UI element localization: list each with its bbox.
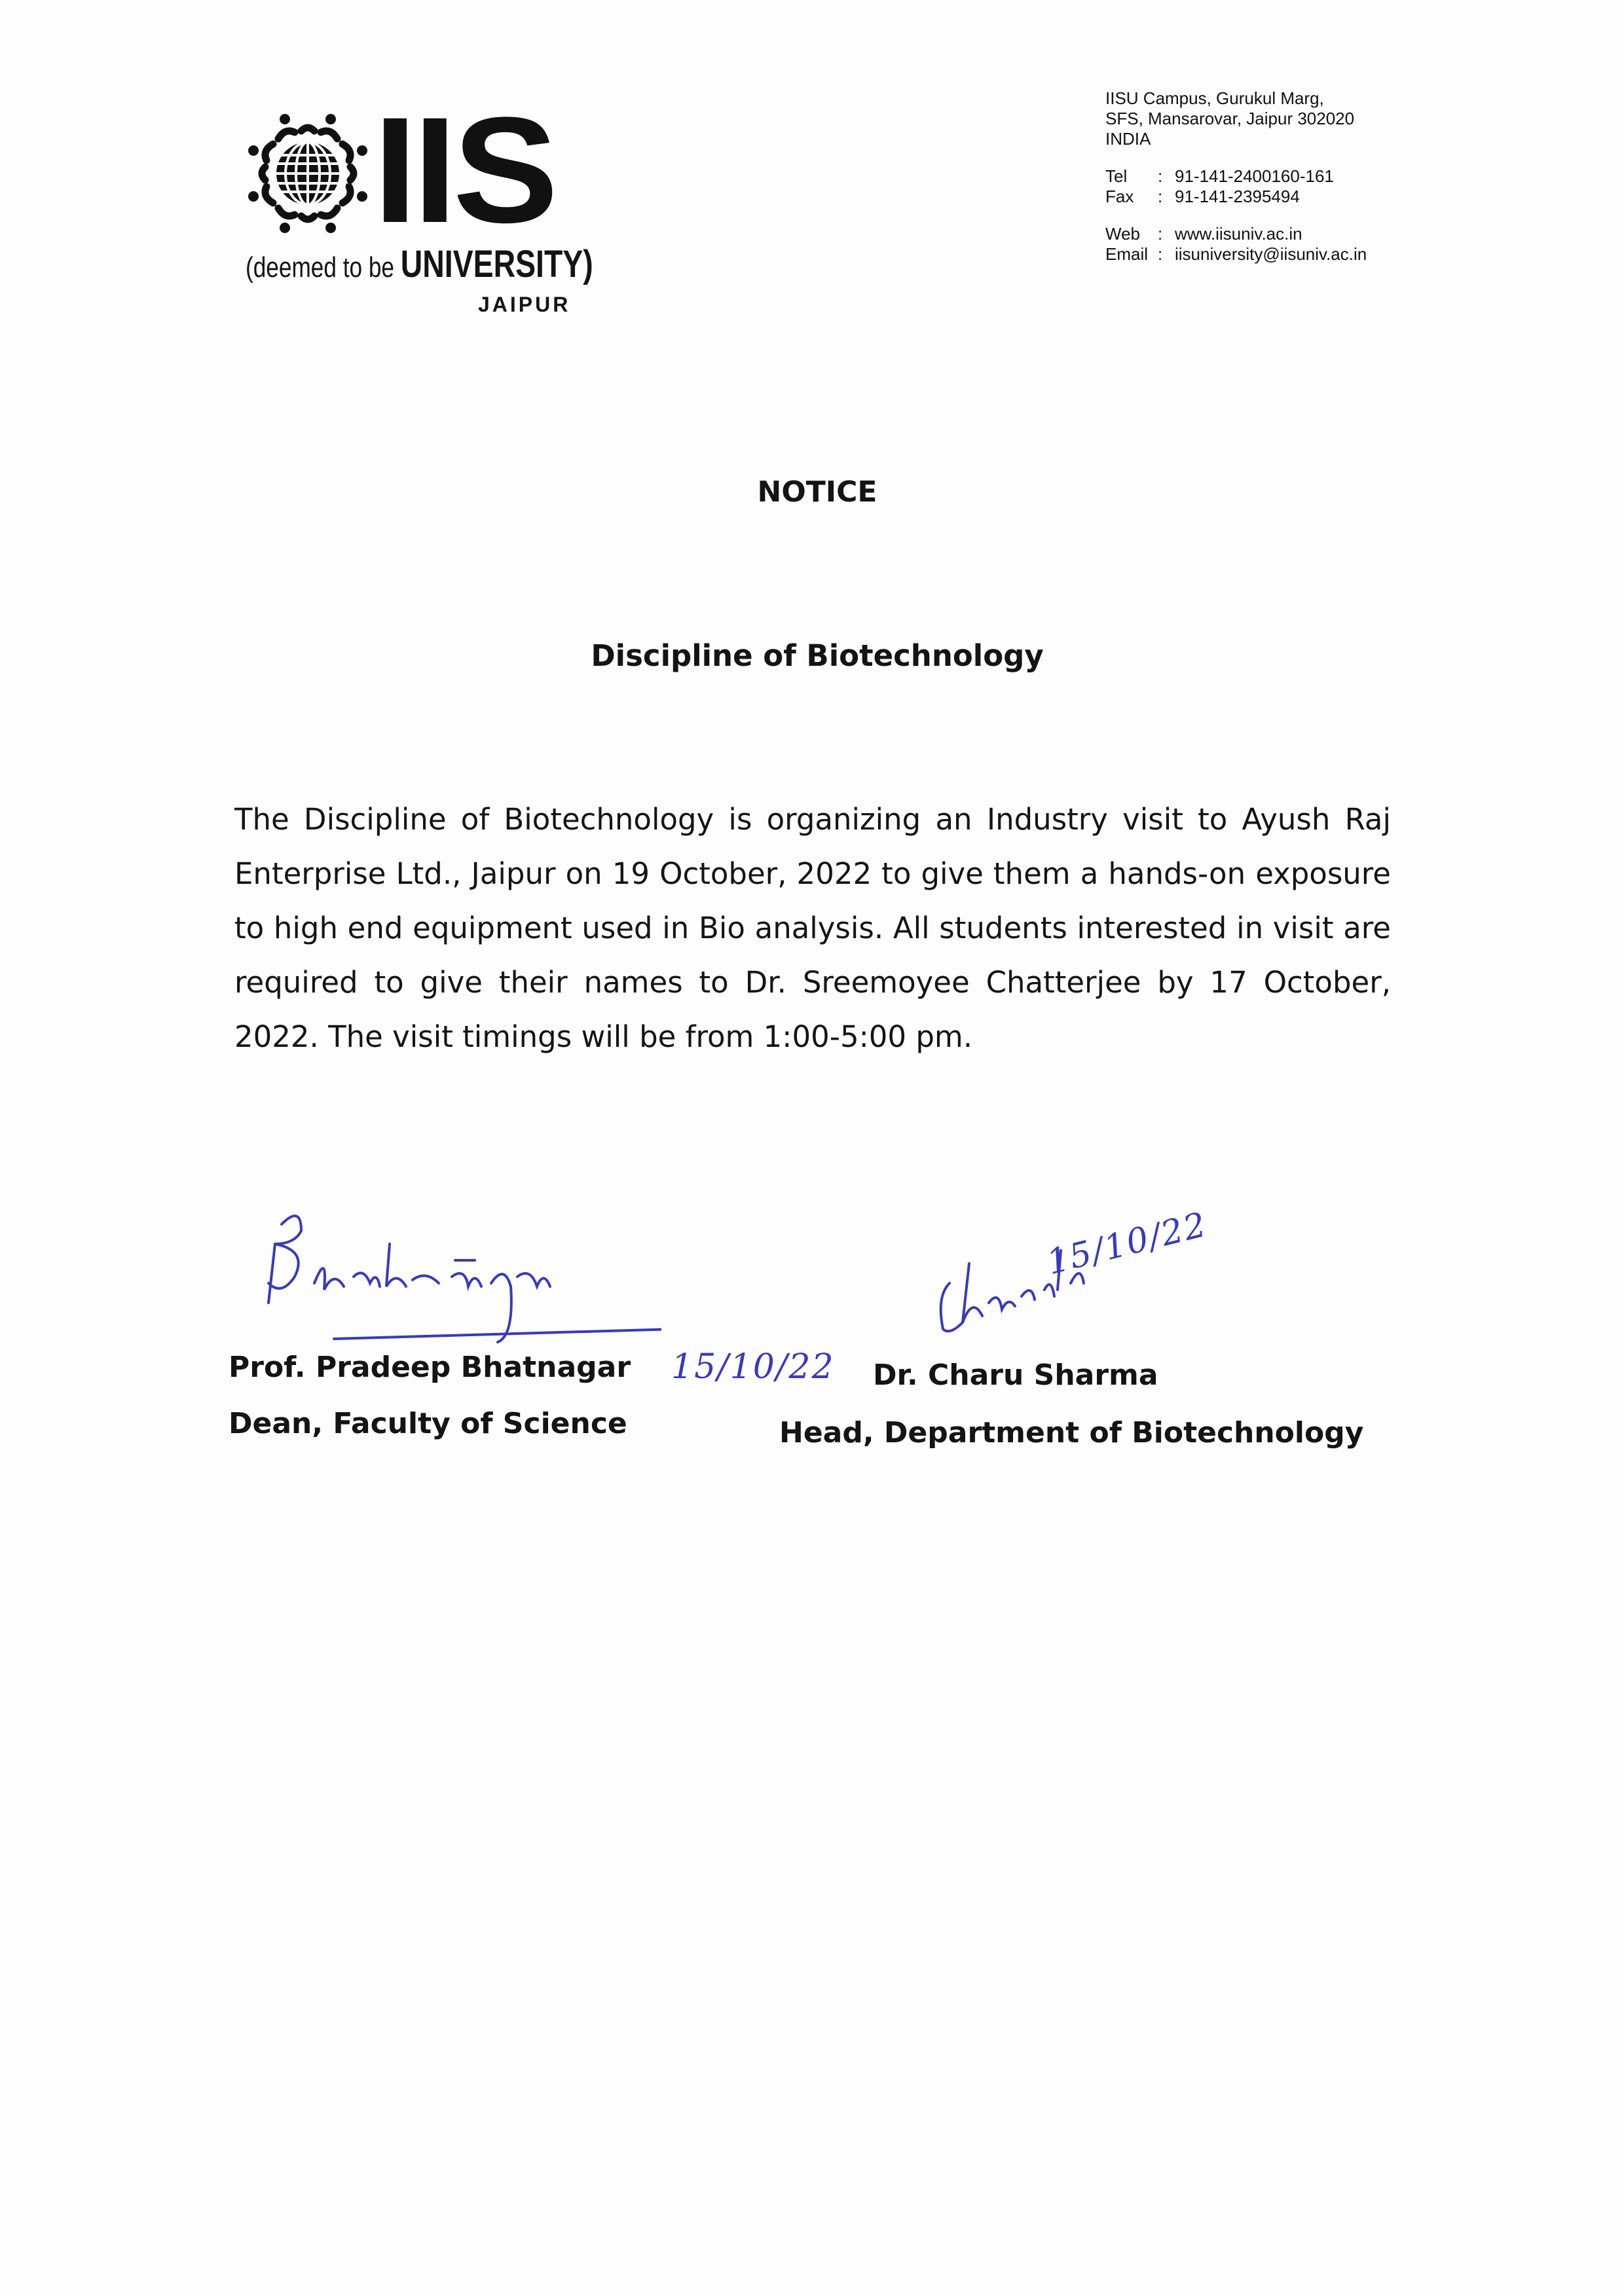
logo-mark: IIS xyxy=(373,86,555,254)
signatory-title: Dean, Faculty of Science xyxy=(229,1407,627,1440)
university-logo xyxy=(246,86,612,327)
address-line: IISU Campus, Gurukul Marg, xyxy=(1105,88,1324,108)
contact-label: Fax xyxy=(1105,187,1134,206)
address-line: INDIA xyxy=(1105,129,1151,149)
contact-tel: Tel : 91-141-2400160-161 xyxy=(1105,166,1334,186)
address-block xyxy=(1105,88,1367,264)
signature-date: 15/10/22 xyxy=(1043,1205,1211,1283)
logo-city: JAIPUR xyxy=(478,293,571,316)
notice-title: NOTICE xyxy=(757,475,877,509)
signatory-title: Head, Department of Biotechnology xyxy=(779,1416,1364,1449)
signatory-name: Dr. Charu Sharma xyxy=(873,1358,1158,1392)
contact-value: www.iisuniv.ac.in xyxy=(1175,224,1302,244)
contact-label: Email xyxy=(1105,244,1149,264)
contact-web: Web : www.iisuniv.ac.in xyxy=(1105,224,1302,244)
contact-label: Tel xyxy=(1105,166,1128,186)
logo-university: UNIVERSITY) xyxy=(400,243,593,285)
signature-bhatnagar xyxy=(255,1205,661,1349)
notice-subtitle: Discipline of Biotechnology xyxy=(591,638,1044,673)
logo-deemed: (deemed to be xyxy=(246,251,394,283)
logo-deemed-text xyxy=(246,244,593,285)
address-line: SFS, Mansarovar, Jaipur 302020 xyxy=(1105,109,1355,128)
signatory-name: Prof. Pradeep Bhatnagar xyxy=(229,1351,631,1384)
notice-body: The Discipline of Biotechnology is organizing an Industry visit to Ayush Raj Enterprise Ltd., Jaipur on 19 October, 2022 to give them a hands-on exposure to high end equipment used in Bio analysis. All students interested in visit are required to give their names to Dr. Sreemoyee Chatterjee by 17 October, 2022. The visit timings will be from 1:00-5:00 pm. xyxy=(234,802,1391,1054)
globe-emblem-icon xyxy=(246,111,370,236)
contact-value: 91-141-2400160-161 xyxy=(1175,166,1334,186)
contact-label: Web xyxy=(1105,224,1140,244)
contact-value: iisuniversity@iisuniv.ac.in xyxy=(1175,244,1367,264)
contact-value: 91-141-2395494 xyxy=(1175,187,1300,206)
signature-date: 15/10/22 xyxy=(671,1347,835,1387)
contact-fax: Fax : 91-141-2395494 xyxy=(1105,187,1300,206)
contact-email: Email : iisuniversity@iisuniv.ac.in xyxy=(1105,244,1367,264)
